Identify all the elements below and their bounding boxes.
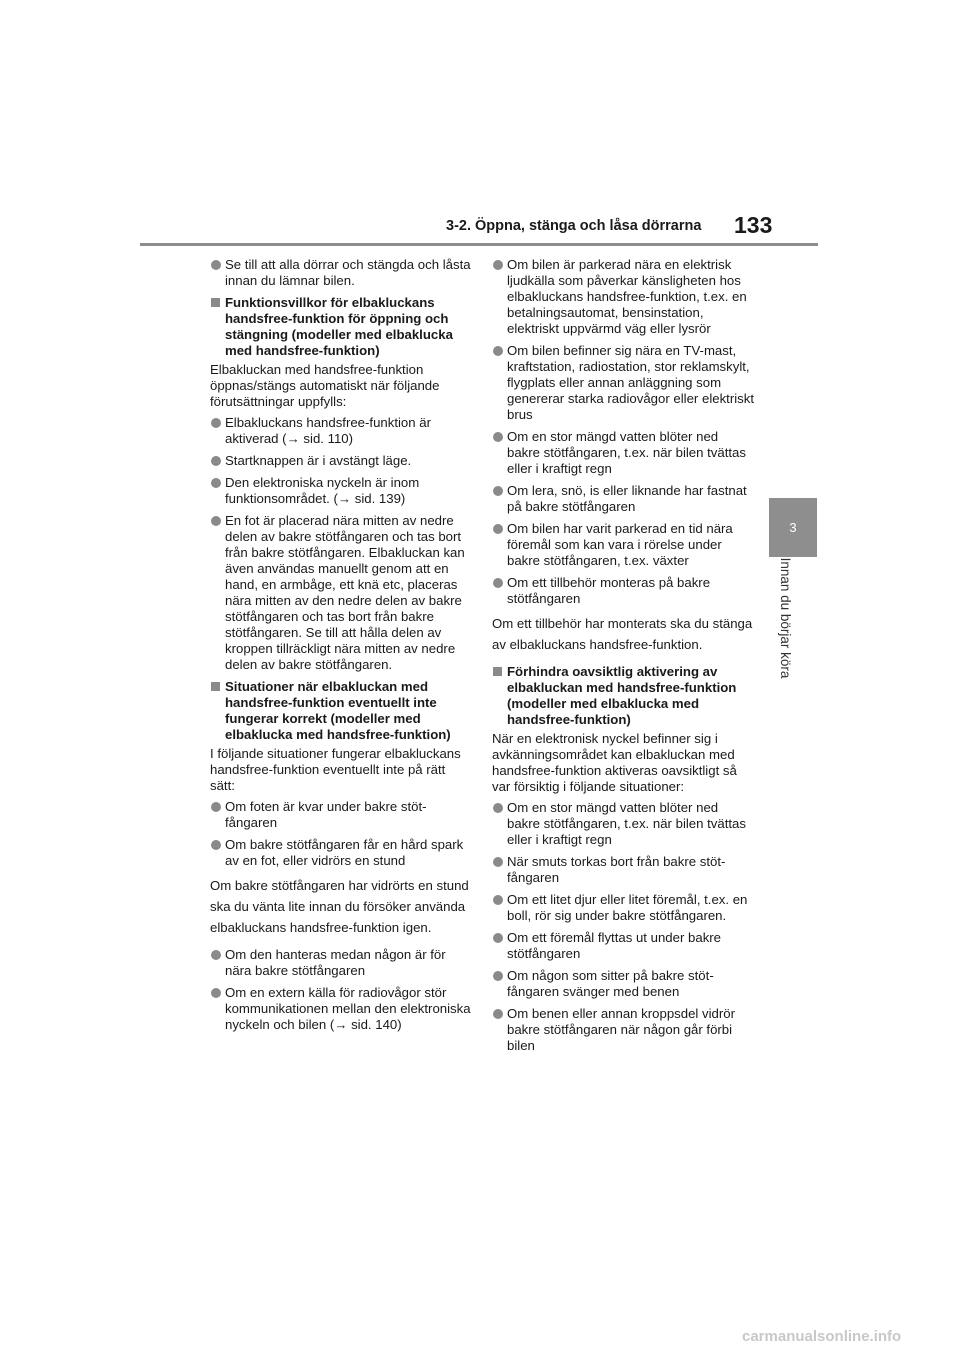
bullet-text: Om bilen har varit parkerad en tid nära föremål som kan vara i rörelse under bakre stötfångaren, t.ex. växter [507,521,733,568]
bullet-item [210,837,472,869]
bullet-item [492,1006,754,1054]
bullet-text: Om den hanteras medan någon är för nära bakre stötfångaren [225,947,446,978]
bullet-item [210,415,472,447]
page-number: 133 [734,212,773,238]
watermark-text: carmanualsonline.info [742,1328,902,1345]
bullet-item [210,799,472,831]
bullet-item [492,892,754,924]
chapter-title-vertical: Innan du börjar köra [778,557,793,679]
bullet-item [210,513,472,673]
bullet-text: Se till att alla dörrar och stängda och låsta innan du lämnar bilen. [225,257,471,288]
bullet-dot-icon [493,260,503,270]
bullet-item [492,483,754,515]
paragraph-text: I följande situationer fungerar elbakluckans handsfree-funktion eventuellt inte på rätt sätt: [210,746,461,793]
heading-square-icon [211,298,220,307]
bullet-item [210,947,472,979]
paragraph [210,362,472,410]
paragraph-text: Om bakre stötfångaren har vidrörts en stund ska du vänta lite innan du försöker använda elbakluckans handsfree-funktion igen. [210,878,469,935]
bullet-dot-icon [211,418,221,428]
bullet-dot-icon [211,950,221,960]
bullet-text: Den elektroniska nyckeln är inom funktionsområdet. (→ sid. 139) [225,475,420,506]
bullet-item [492,521,754,569]
bullet-text: Om lera, snö, is eller liknande har fastnat på bakre stötfångaren [507,483,747,514]
section-heading [210,679,472,743]
bullet-dot-icon [493,346,503,356]
bullet-text: Om foten är kvar under bakre stötfångaren [225,799,427,830]
bullet-dot-icon [493,895,503,905]
bullet-item [210,985,472,1033]
bullet-text: Om ett tillbehör monteras på bakre stötfångaren [507,575,711,606]
bullet-item [492,968,754,1000]
bullet-item [492,800,754,848]
bullet-dot-icon [211,840,221,850]
paragraph-text: Elbakluckan med handsfree-funktion öppnas/stängs automatiskt när följande förutsättningar uppfylls: [210,362,440,409]
bullet-text: Om en extern källa för radiovågor stör kommunikationen mellan den elektroniska nyckeln och bilen (→ sid. 140) [225,985,471,1032]
bullet-text: En fot är placerad nära mitten av nedre delen av bakre stötfångaren och tas bort från bakre stötfångaren. Elbakluckan kan även användas manuellt genom att en hand, en armbåge, ett knä etc, placeras nära mitten av den nedre delen av bakre stötfångaren och tas bort från bakre stötfångaren. Se till att hålla delen av kroppen tillräckligt nära mitten av nedre delen av bakre stötfångaren. [225,513,465,672]
bullet-dot-icon [493,933,503,943]
bullet-text: Om en stor mängd vatten blöter ned bakre stötfångaren, t.ex. när bilen tvättas eller i kraftigt regn [507,800,746,847]
paragraph-text: Om ett tillbehör har monterats ska du stänga av elbakluckans handsfree-funktion. [492,616,753,652]
paragraph [210,746,472,794]
bullet-text: Om bilen befinner sig nära en TV-mast, kraftstation, radiostation, stor reklamskylt, flygplats eller annan anläggning som genererar starka radiovågor eller elektriskt brus [507,343,755,422]
bullet-dot-icon [493,803,503,813]
bullet-text: Om bilen är parkerad nära en elektrisk ljudkälla som påverkar känsligheten hos elbakluckans handsfree-funktion, t.ex. en betalningsautomat, bensinstation, elektriskt uppvärmd väg eller lysrör [507,257,747,336]
bullet-item [210,453,472,469]
page-header-title: 3-2. Öppna, stänga och låsa dörrarna [446,218,702,234]
bullet-dot-icon [211,478,221,488]
bullet-text: Om ett litet djur eller litet föremål, t.ex. en boll, rör sig under bakre stötfångaren. [507,892,748,923]
bullet-text: Om benen eller annan kroppsdel vidrör bakre stötfångaren när någon går förbi bilen [507,1006,735,1053]
heading-text: Förhindra oavsiktlig aktivering av elbakluckan med handsfree-funktion (modeller med elbaklucka med handsfree-funktion) [507,664,737,727]
bullet-text: Startknappen är i avstängt läge. [225,453,412,468]
bullet-item [210,475,472,507]
bullet-dot-icon [493,857,503,867]
bullet-text: Om bakre stötfångaren får en hård spark av en fot, eller vidrörs en stund [225,837,464,868]
header-divider [140,243,818,246]
section-heading [492,664,754,728]
bullet-text: Om ett föremål flyttas ut under bakre stötfångaren [507,930,722,961]
bullet-dot-icon [211,802,221,812]
left-column [210,257,472,1039]
bullet-dot-icon [493,578,503,588]
bullet-text: När smuts torkas bort från bakre stötfångaren [507,854,726,885]
bullet-dot-icon [211,988,221,998]
bullet-item [492,257,754,337]
bullet-item [492,930,754,962]
bullet-text: Om en stor mängd vatten blöter ned bakre stötfångaren, t.ex. när bilen tvättas eller i kraftigt regn [507,429,746,476]
bullet-item [492,429,754,477]
paragraph-text: När en elektronisk nyckel befinner sig i avkänningsområdet kan elbakluckan med handsfree-funktion aktiveras oavsiktligt så var försiktig i följande situationer: [492,731,737,794]
bullet-dot-icon [493,971,503,981]
bullet-dot-icon [493,524,503,534]
bullet-dot-icon [493,1009,503,1019]
bullet-dot-icon [493,432,503,442]
bullet-text: Elbakluckans handsfree-funktion är aktiverad (→ sid. 110) [225,415,431,446]
bullet-dot-icon [493,486,503,496]
bullet-dot-icon [211,516,221,526]
bullet-dot-icon [211,260,221,270]
chapter-tab: 3 [769,498,817,557]
paragraph [210,875,472,938]
paragraph [492,613,754,655]
bullet-text: Om någon som sitter på bakre stötfångaren svänger med benen [507,968,714,999]
heading-text: Situationer när elbakluckan med handsfree-funktion eventuellt inte fungerar korrekt (modeller med elbaklucka med handsfree-funktion) [225,679,451,742]
heading-text: Funktionsvillkor för elbakluckans handsfree-funktion för öppning och stängning (modeller med elbaklucka med handsfree-funktion) [225,295,453,358]
right-column [492,257,754,1060]
heading-square-icon [493,667,502,676]
bullet-item [210,257,472,289]
bullet-item [492,854,754,886]
bullet-item [492,343,754,423]
section-heading [210,295,472,359]
bullet-dot-icon [211,456,221,466]
paragraph [492,731,754,795]
heading-square-icon [211,682,220,691]
bullet-item [492,575,754,607]
